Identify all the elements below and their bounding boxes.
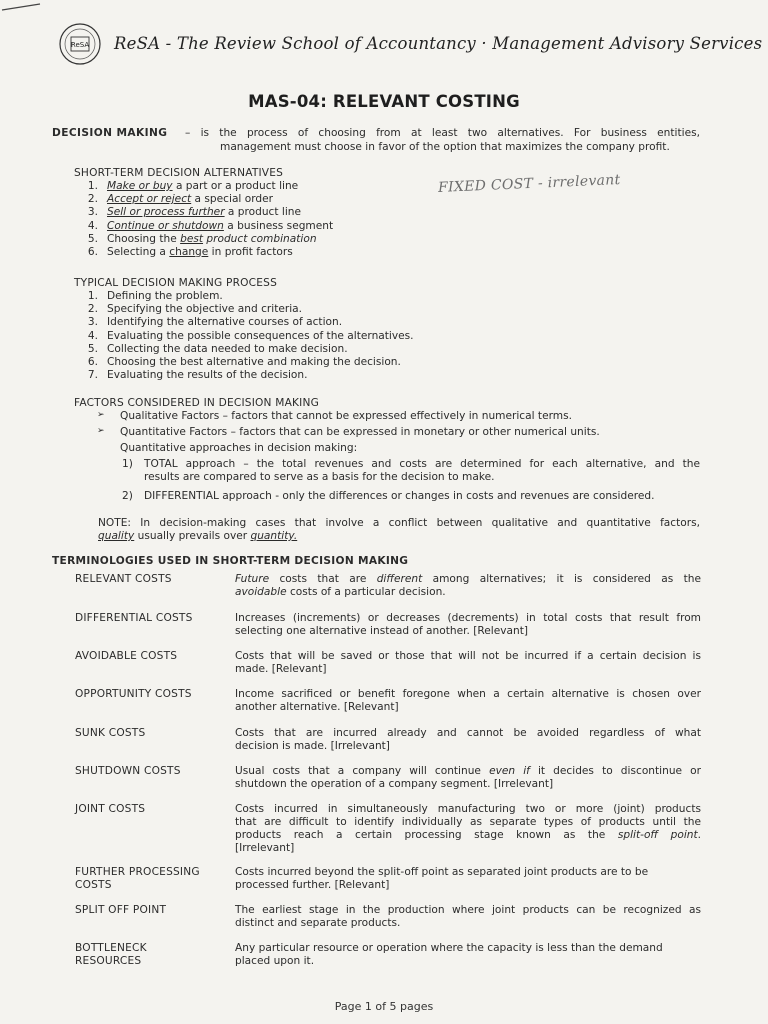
list-item: 2. Specifying the objective and criteria. <box>87 303 303 316</box>
total-approach-number: 1) <box>122 458 133 470</box>
total-approach-line1: TOTAL approach – the total revenues and costs are determined for each alternative, and the <box>144 458 700 470</box>
decision-process-list <box>74 290 414 382</box>
term-description: Income sacrificed or benefit foregone when a certain alternative is chosen over another alternative. [Relevant] <box>235 688 701 713</box>
term-name: SHUTDOWN COSTS <box>75 765 181 777</box>
list-item: 4. Continue or shutdown a business segment <box>87 219 334 232</box>
section-heading-process: TYPICAL DECISION MAKING PROCESS <box>74 277 278 289</box>
differential-approach-number: 2) <box>122 490 133 502</box>
short-term-alternatives-list <box>74 180 333 259</box>
list-item: 2. Accept or reject a special order <box>87 193 273 206</box>
term-description: Costs that will be saved or those that will not be incurred if a certain decision is made. [Relevant] <box>235 650 701 675</box>
term-description: Costs incurred beyond the split-off point as separated joint products are to be processed further. [Relevant] <box>235 866 649 891</box>
section-heading-factors: FACTORS CONSIDERED IN DECISION MAKING <box>74 397 320 409</box>
stray-pen-mark <box>0 0 60 14</box>
term-name: BOTTLENECK RESOURCES <box>75 942 147 967</box>
note-line2: quality usually prevails over quantity. <box>98 530 298 542</box>
term-name: FURTHER PROCESSING COSTS <box>75 866 200 891</box>
list-item: 3. Identifying the alternative courses of action. <box>87 316 343 329</box>
page-footer: Page 1 of 5 pages <box>334 1000 434 1013</box>
definition-term: DECISION MAKING <box>52 127 168 139</box>
handwritten-annotation: FIXED COST - irrelevant <box>437 172 621 196</box>
list-item: 3. Sell or process further a product line <box>87 206 302 219</box>
term-name: JOINT COSTS <box>75 803 146 815</box>
term-name: SPLIT OFF POINT <box>75 904 167 916</box>
term-name: RELEVANT COSTS <box>75 573 172 585</box>
definition-text-line1: – is the process of choosing from at least two alternatives. For business entities, <box>185 127 700 139</box>
list-item: 1. Make or buy a part or a product line <box>87 180 299 192</box>
note-line1: NOTE: In decision-making cases that involve a conflict between qualitative and quantitative factors, <box>98 517 700 529</box>
quantitative-factors: Quantitative Factors – factors that can be expressed in monetary or other numerical units. <box>120 426 600 438</box>
list-item: 7. Evaluating the results of the decision. <box>87 369 308 382</box>
list-item: 6. Choosing the best alternative and making the decision. <box>87 355 401 368</box>
term-description: Increases (increments) or decreases (decrements) in total costs that result from selecting one alternative instead of another. [Relevant] <box>235 612 701 637</box>
approaches-heading: Quantitative approaches in decision making: <box>120 442 358 454</box>
list-item: 4. Evaluating the possible consequences of the alternatives. <box>87 329 414 342</box>
definition-text-line2: management must choose in favor of the option that maximizes the company profit. <box>220 141 670 153</box>
term-name: OPPORTUNITY COSTS <box>75 688 192 700</box>
page-title: MAS-04: RELEVANT COSTING <box>248 92 520 111</box>
term-description: Costs incurred in simultaneously manufacturing two or more (joint) products that are difficult to identify individually as separate types of products until the products reach a certain processing stage known as the split-off point. [Irrelevant] <box>235 803 702 854</box>
list-item: 5. Choosing the best product combination <box>87 232 317 245</box>
list-item: 6. Selecting a change in profit factors <box>87 245 293 258</box>
section-heading-short-term: SHORT-TERM DECISION ALTERNATIVES <box>74 167 284 179</box>
term-description: Usual costs that a company will continue even if it decides to discontinue or shutdown the operation of a company segment. [Irrelevant] <box>235 765 701 790</box>
term-description: The earliest stage in the production where joint products can be recognized as distinct and separate products. <box>235 904 701 929</box>
arrow-bullet-icon: ➢ <box>97 410 105 420</box>
arrow-bullet-icon: ➢ <box>97 426 105 436</box>
term-name: SUNK COSTS <box>75 727 146 739</box>
term-description: Future costs that are different among alternatives; it is considered as the avoidable costs of a particular decision. <box>235 573 701 598</box>
total-approach-line2: results are compared to serve as a basis for the decision to make. <box>144 471 495 483</box>
terminologies-heading: TERMINOLOGIES USED IN SHORT-TERM DECISION MAKING <box>52 555 409 567</box>
document-header <box>58 22 763 70</box>
school-name-logo: ReSA - The Review School of Accountancy · Management Advisory Services <box>114 34 763 53</box>
term-description: Costs that are incurred already and cannot be avoided regardless of what decision is made. [Irrelevant] <box>235 727 701 752</box>
list-item: 1. Defining the problem. <box>87 290 223 302</box>
term-description: Any particular resource or operation where the capacity is less than the demand placed upon it. <box>235 942 663 967</box>
svg-text:ReSA: ReSA <box>70 41 90 49</box>
term-name: DIFFERENTIAL COSTS <box>75 612 193 624</box>
term-name: AVOIDABLE COSTS <box>75 650 178 662</box>
differential-approach: DIFFERENTIAL approach - only the differences or changes in costs and revenues are considered. <box>144 490 655 502</box>
list-item: 5. Collecting the data needed to make decision. <box>87 342 348 355</box>
qualitative-factors: Qualitative Factors – factors that cannot be expressed effectively in numerical terms. <box>120 410 572 422</box>
resa-seal-logo <box>58 22 102 66</box>
